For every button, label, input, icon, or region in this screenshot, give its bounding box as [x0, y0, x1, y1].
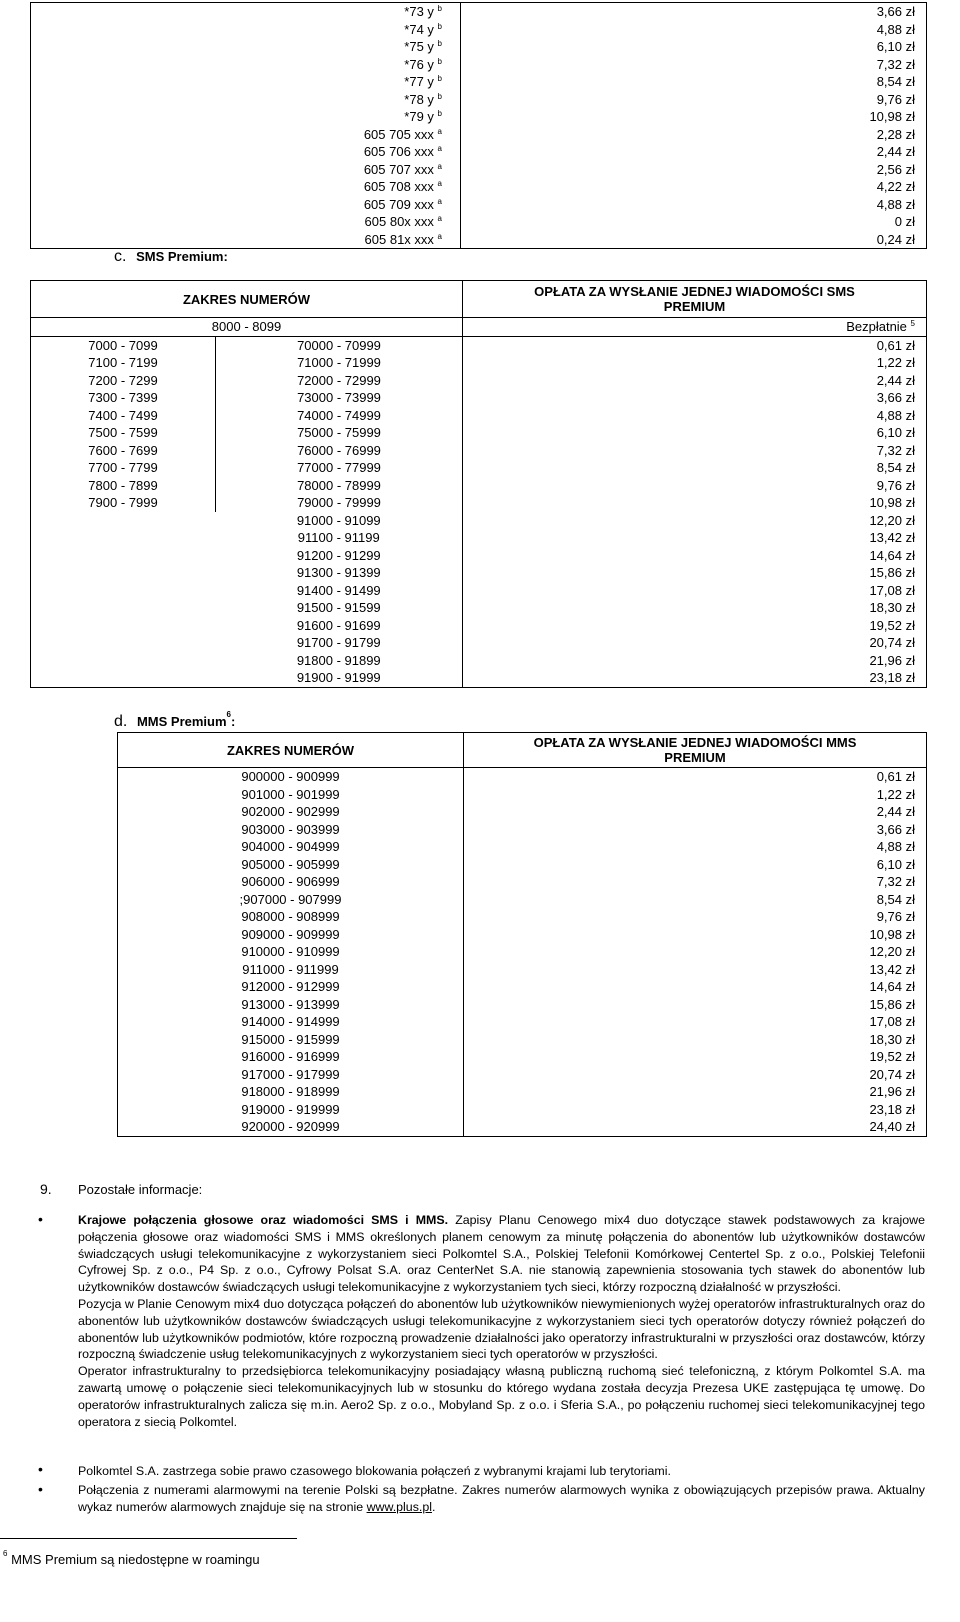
section-9-number: 9. — [40, 1181, 52, 1197]
number-code: *74 y — [404, 21, 434, 37]
section-c-title: SMS Premium: — [136, 249, 228, 264]
section-d-title-sup: 6 — [226, 710, 231, 719]
bullet-dot-1: • — [38, 1211, 43, 1227]
number-code-cell — [31, 143, 461, 161]
code-footnote-mark: a — [437, 231, 442, 241]
footnote-separator — [0, 1538, 297, 1539]
range-cell: 920000 - 920999 — [118, 1118, 464, 1136]
table-row — [31, 564, 927, 582]
number-code-cell — [31, 56, 461, 74]
table-row — [31, 354, 927, 372]
table-row — [118, 1101, 927, 1119]
table-row — [118, 856, 927, 874]
price-cell: 17,08 zł — [464, 1013, 927, 1031]
price-cell: 17,08 zł — [463, 582, 927, 600]
short-range-cell: 7000 - 7099 — [31, 336, 216, 354]
table-row — [31, 56, 927, 74]
table-row — [31, 336, 927, 354]
top-rate-table — [30, 2, 927, 249]
price-cell: 1,22 zł — [463, 354, 927, 372]
long-range-cell: 78000 - 78999 — [216, 477, 463, 495]
long-range-cell: 91900 - 91999 — [216, 669, 463, 687]
bullet-1-text — [78, 1212, 925, 1430]
price-cell: 7,32 zł — [463, 442, 927, 460]
range-cell: 916000 - 916999 — [118, 1048, 464, 1066]
range-cell: 919000 - 919999 — [118, 1101, 464, 1119]
table-row — [31, 389, 927, 407]
code-footnote-mark: a — [437, 126, 442, 136]
mms-header-fee: OPŁATA ZA WYSŁANIE JEDNEJ WIADOMOŚCI MMS PREMIUM — [464, 733, 927, 768]
mms-premium-table-body — [118, 768, 927, 1137]
code-footnote-mark: a — [437, 179, 442, 189]
short-range-cell — [31, 582, 216, 600]
table-row — [118, 768, 927, 786]
price-cell: 9,76 zł — [463, 477, 927, 495]
section-d-title-suffix: : — [231, 714, 236, 729]
table-row — [31, 161, 927, 179]
price-cell: 6,10 zł — [461, 38, 927, 56]
table-row — [31, 178, 927, 196]
number-code: *78 y — [404, 91, 434, 107]
price-cell: 19,52 zł — [464, 1048, 927, 1066]
short-range-cell — [31, 652, 216, 670]
table-row — [118, 873, 927, 891]
code-footnote-mark: a — [437, 196, 442, 206]
table-row — [31, 669, 927, 687]
long-range-cell: 91800 - 91899 — [216, 652, 463, 670]
sms-header-range: ZAKRES NUMERÓW — [31, 281, 463, 318]
free-footnote-mark: 5 — [910, 319, 915, 329]
number-code-cell — [31, 108, 461, 126]
table-row — [31, 599, 927, 617]
price-cell: 14,64 zł — [464, 978, 927, 996]
price-cell: 14,64 zł — [463, 547, 927, 565]
code-footnote-mark: a — [437, 161, 442, 171]
number-code: 605 708 xxx — [363, 179, 434, 195]
range-cell: 910000 - 910999 — [118, 943, 464, 961]
short-range-cell: 7200 - 7299 — [31, 372, 216, 390]
short-range-cell: 7100 - 7199 — [31, 354, 216, 372]
short-range-cell: 7700 - 7799 — [31, 459, 216, 477]
section-9-heading — [40, 1181, 202, 1197]
price-cell: 8,54 zł — [461, 73, 927, 91]
range-cell: 908000 - 908999 — [118, 908, 464, 926]
price-cell: 21,96 zł — [464, 1083, 927, 1101]
number-code-cell — [31, 231, 461, 249]
table-row — [31, 494, 927, 512]
long-range-cell: 70000 - 70999 — [216, 336, 463, 354]
table-row — [31, 3, 927, 21]
table-row — [31, 196, 927, 214]
price-cell: 2,44 zł — [461, 143, 927, 161]
number-code: 605 80x xxx — [364, 214, 434, 230]
range-cell: 914000 - 914999 — [118, 1013, 464, 1031]
price-cell: 15,86 zł — [463, 564, 927, 582]
table-row — [31, 442, 927, 460]
bullet-3-end: . — [431, 1499, 436, 1514]
price-cell: 3,66 zł — [464, 821, 927, 839]
long-range-cell: 72000 - 72999 — [216, 372, 463, 390]
table-row — [118, 786, 927, 804]
long-range-cell: 91000 - 91099 — [216, 512, 463, 530]
number-code: 605 81x xxx — [364, 231, 434, 247]
price-cell: 4,22 zł — [461, 178, 927, 196]
price-cell: 10,98 zł — [461, 108, 927, 126]
table-row — [118, 943, 927, 961]
table-row — [118, 908, 927, 926]
number-code-cell — [31, 178, 461, 196]
table-row — [118, 1048, 927, 1066]
short-range-cell — [31, 634, 216, 652]
range-cell: 903000 - 903999 — [118, 821, 464, 839]
price-cell: 2,44 zł — [463, 372, 927, 390]
sms-header-fee: OPŁATA ZA WYSŁANIE JEDNEJ WIADOMOŚCI SMS PREMIUM — [463, 281, 927, 318]
table-row — [118, 996, 927, 1014]
price-cell: 9,76 zł — [464, 908, 927, 926]
price-cell: 2,28 zł — [461, 126, 927, 144]
long-range-cell: 91400 - 91499 — [216, 582, 463, 600]
free-price: Bezpłatnie — [846, 319, 907, 335]
price-cell: 24,40 zł — [464, 1118, 927, 1136]
price-cell: 20,74 zł — [463, 634, 927, 652]
short-range-cell: 7600 - 7699 — [31, 442, 216, 460]
number-code-cell — [31, 213, 461, 231]
long-range-cell: 91600 - 91699 — [216, 617, 463, 635]
number-code-cell — [31, 73, 461, 91]
price-cell: 0,61 zł — [463, 336, 927, 354]
bullet-dot-3: • — [38, 1481, 43, 1497]
free-price-cell — [463, 318, 927, 337]
mms-header-range: ZAKRES NUMERÓW — [118, 733, 464, 768]
code-footnote-mark: b — [437, 109, 442, 119]
code-footnote-mark: b — [437, 39, 442, 49]
sms-premium-table — [30, 280, 927, 688]
price-cell: 23,18 zł — [463, 669, 927, 687]
bullet-1-p2: Pozycja w Planie Cenowym mix4 duo dotycząca połączeń do abonentów lub użytkowników niewymienionych wyżej operatorów infrastrukturalnych oraz do abonentów lub użytkowników dostawców świadczących usługi telekomunikacyjne z wykorzystaniem sieci tych operatorów dotyczy również połączeń do abonentów lub użytkowników podmiotów, które rozpoczną prowadzenie działalności jako operatorzy infrastrukturalni w przyszłości oraz dostawców, którzy rozpoczną świadczenie usług telekomunikacyjnych z wykorzystaniem sieci tych operatorów w przyszłości. — [78, 1296, 925, 1362]
section-d-letter: d. — [114, 713, 128, 730]
price-cell: 12,20 zł — [464, 943, 927, 961]
free-range-cell: 8000 - 8099 — [31, 318, 463, 337]
sms-premium-table-body — [31, 318, 927, 688]
price-cell: 7,32 zł — [464, 873, 927, 891]
section-d-heading — [114, 710, 236, 731]
code-footnote-mark: b — [437, 91, 442, 101]
short-range-cell: 7500 - 7599 — [31, 424, 216, 442]
table-row — [118, 803, 927, 821]
code-footnote-mark: b — [437, 56, 442, 66]
table-row — [31, 213, 927, 231]
table-row — [118, 838, 927, 856]
price-cell: 0,24 zł — [461, 231, 927, 249]
top-rate-table-body — [31, 3, 927, 249]
code-footnote-mark: b — [437, 74, 442, 84]
range-cell: ;907000 - 907999 — [118, 891, 464, 909]
table-row — [31, 634, 927, 652]
section-c-letter: c. — [114, 248, 127, 265]
number-code: *79 y — [404, 109, 434, 125]
long-range-cell: 91300 - 91399 — [216, 564, 463, 582]
table-row — [31, 38, 927, 56]
long-range-cell: 76000 - 76999 — [216, 442, 463, 460]
short-range-cell — [31, 599, 216, 617]
table-row — [31, 529, 927, 547]
number-code: 605 705 xxx — [363, 126, 434, 142]
code-footnote-mark: b — [437, 4, 442, 14]
price-cell: 13,42 zł — [463, 529, 927, 547]
table-row — [31, 459, 927, 477]
price-cell: 9,76 zł — [461, 91, 927, 109]
table-row — [118, 926, 927, 944]
range-cell: 904000 - 904999 — [118, 838, 464, 856]
number-code-cell — [31, 38, 461, 56]
long-range-cell: 77000 - 77999 — [216, 459, 463, 477]
short-range-cell — [31, 669, 216, 687]
price-cell: 8,54 zł — [464, 891, 927, 909]
long-range-cell: 75000 - 75999 — [216, 424, 463, 442]
price-cell: 10,98 zł — [464, 926, 927, 944]
table-row — [31, 143, 927, 161]
table-row — [118, 891, 927, 909]
table-row — [31, 91, 927, 109]
price-cell: 0 zł — [461, 213, 927, 231]
table-row — [31, 582, 927, 600]
price-cell: 18,30 zł — [463, 599, 927, 617]
price-cell: 4,88 zł — [463, 407, 927, 425]
price-cell: 4,88 zł — [461, 196, 927, 214]
bullet-1-p3: Operator infrastrukturalny to przedsiębiorca telekomunikacyjny posiadający własną publiczną ruchomą sieć telefoniczną, z którym Polkomtel S.A. ma zawartą umowę o połączenie sieci telekomunikacyjnych lub w stosunku do którego wydana została decyzja Prezesa UKE zastępująca tę umowę. Do operatorów infrastrukturalnych zalicza się m.in. Aero2 Sp. z o.o., Mobyland Sp. z o.o. i Sferia S.A., po połączeniu ruchomej sieci telekomunikacyjnej tego operatora z siecią Polkomtel. — [78, 1364, 925, 1429]
range-cell: 915000 - 915999 — [118, 1031, 464, 1049]
short-range-cell: 7300 - 7399 — [31, 389, 216, 407]
footnote-number: 6 — [3, 1549, 8, 1558]
bullet-3-text — [78, 1482, 925, 1516]
price-cell: 23,18 zł — [464, 1101, 927, 1119]
table-row — [118, 978, 927, 996]
code-footnote-mark: a — [437, 214, 442, 224]
short-range-cell — [31, 547, 216, 565]
table-row — [31, 231, 927, 249]
number-code-cell — [31, 3, 461, 21]
footnote — [3, 1549, 260, 1567]
price-cell: 10,98 zł — [463, 494, 927, 512]
price-cell: 3,66 zł — [461, 3, 927, 21]
short-range-cell: 7800 - 7899 — [31, 477, 216, 495]
table-row — [31, 372, 927, 390]
price-cell: 2,44 zł — [464, 803, 927, 821]
number-code-cell — [31, 126, 461, 144]
number-code: *73 y — [404, 4, 434, 20]
long-range-cell: 91200 - 91299 — [216, 547, 463, 565]
price-cell: 6,10 zł — [463, 424, 927, 442]
long-range-cell: 91100 - 91199 — [216, 529, 463, 547]
short-range-cell — [31, 529, 216, 547]
range-cell: 901000 - 901999 — [118, 786, 464, 804]
bullet-1-p1: Zapisy Planu Cenowego mix4 duo dotyczące stawek podstawowych za krajowe połączenia głosowe oraz wiadomości SMS i MMS określonych planem cenowym za minutę połączenia do abonentów lub użytkowników dostawców świadczących usługi telekomunikacyjne z wykorzystaniem sieci Polkomtel S.A., Polskiej Telefonii Komórkowej Centertel Sp. z o.o., Polskiej Telefonii Cyfrowej Sp. z o.o., P4 Sp. z o.o., Cyfrowy Polsat S.A. oraz CenterNet S.A. nie stanowią zapewnienia stosowania tych stawek do abonentów lub użytkowników dostawców świadczących usługi telekomunikacyjne z wykorzystaniem tych sieci, którzy rozpoczną działalność w przyszłości. — [78, 1213, 926, 1295]
price-cell: 15,86 zł — [464, 996, 927, 1014]
price-cell: 21,96 zł — [463, 652, 927, 670]
table-row — [118, 1013, 927, 1031]
range-cell: 913000 - 913999 — [118, 996, 464, 1014]
table-row — [31, 617, 927, 635]
code-footnote-mark: a — [437, 144, 442, 154]
price-cell: 20,74 zł — [464, 1066, 927, 1084]
table-row — [31, 407, 927, 425]
short-range-cell — [31, 617, 216, 635]
number-code: *77 y — [404, 74, 434, 90]
range-cell: 918000 - 918999 — [118, 1083, 464, 1101]
price-cell: 4,88 zł — [461, 21, 927, 39]
range-cell: 900000 - 900999 — [118, 768, 464, 786]
table-row — [31, 512, 927, 530]
table-row — [118, 1031, 927, 1049]
price-cell: 12,20 zł — [463, 512, 927, 530]
table-row — [31, 126, 927, 144]
price-cell: 18,30 zł — [464, 1031, 927, 1049]
table-row-free — [31, 318, 927, 337]
range-cell: 912000 - 912999 — [118, 978, 464, 996]
table-row — [31, 652, 927, 670]
short-range-cell: 7400 - 7499 — [31, 407, 216, 425]
section-c-heading — [114, 248, 228, 266]
number-code: 605 707 xxx — [363, 161, 434, 177]
table-row — [118, 1083, 927, 1101]
price-cell: 1,22 zł — [464, 786, 927, 804]
range-cell: 902000 - 902999 — [118, 803, 464, 821]
table-row — [118, 821, 927, 839]
table-row — [31, 21, 927, 39]
bullet-2-text: Polkomtel S.A. zastrzega sobie prawo czasowego blokowania połączeń z wybranymi krajami lub terytoriami. — [78, 1464, 671, 1478]
table-row — [31, 547, 927, 565]
price-cell: 13,42 zł — [464, 961, 927, 979]
table-row — [31, 73, 927, 91]
table-row — [31, 477, 927, 495]
plus-pl-link[interactable]: www.plus.pl — [366, 1499, 432, 1514]
number-code: 605 709 xxx — [363, 196, 434, 212]
number-code: *75 y — [404, 39, 434, 55]
short-range-cell — [31, 512, 216, 530]
price-cell: 2,56 zł — [461, 161, 927, 179]
price-cell: 8,54 zł — [463, 459, 927, 477]
code-footnote-mark: b — [437, 21, 442, 31]
long-range-cell: 79000 - 79999 — [216, 494, 463, 512]
section-d-title: MMS Premium — [136, 714, 227, 729]
price-cell: 19,52 zł — [463, 617, 927, 635]
price-cell: 0,61 zł — [464, 768, 927, 786]
table-row — [118, 961, 927, 979]
range-cell: 909000 - 909999 — [118, 926, 464, 944]
footnote-text: MMS Premium są niedostępne w roamingu — [11, 1552, 260, 1567]
table-row — [118, 1118, 927, 1136]
bullet-1-bold: Krajowe połączenia głosowe oraz wiadomości SMS i MMS. — [78, 1213, 449, 1227]
range-cell: 911000 - 911999 — [118, 961, 464, 979]
long-range-cell: 73000 - 73999 — [216, 389, 463, 407]
price-cell: 4,88 zł — [464, 838, 927, 856]
short-range-cell — [31, 564, 216, 582]
bullet-dot-2: • — [38, 1461, 43, 1477]
number-code-cell — [31, 21, 461, 39]
range-cell: 905000 - 905999 — [118, 856, 464, 874]
long-range-cell: 74000 - 74999 — [216, 407, 463, 425]
price-cell: 3,66 zł — [463, 389, 927, 407]
section-9-title: Pozostałe informacje: — [78, 1182, 203, 1197]
bullet-3-body: Połączenia z numerami alarmowymi na terenie Polski są bezpłatne. Zakres numerów alarmowych wynika z obowiązujących przepisów prawa. Aktualny wykaz numerów alarmowych znajduje się na stronie — [78, 1483, 925, 1514]
range-cell: 906000 - 906999 — [118, 873, 464, 891]
long-range-cell: 91500 - 91599 — [216, 599, 463, 617]
number-code-cell — [31, 161, 461, 179]
mms-premium-table — [117, 732, 927, 1137]
number-code: 605 706 xxx — [363, 144, 434, 160]
number-code-cell — [31, 91, 461, 109]
price-cell: 7,32 zł — [461, 56, 927, 74]
table-row — [31, 108, 927, 126]
long-range-cell: 91700 - 91799 — [216, 634, 463, 652]
number-code-cell — [31, 196, 461, 214]
number-code: *76 y — [404, 56, 434, 72]
long-range-cell: 71000 - 71999 — [216, 354, 463, 372]
short-range-cell: 7900 - 7999 — [31, 494, 216, 512]
table-row — [118, 1066, 927, 1084]
price-cell: 6,10 zł — [464, 856, 927, 874]
table-row — [31, 424, 927, 442]
range-cell: 917000 - 917999 — [118, 1066, 464, 1084]
